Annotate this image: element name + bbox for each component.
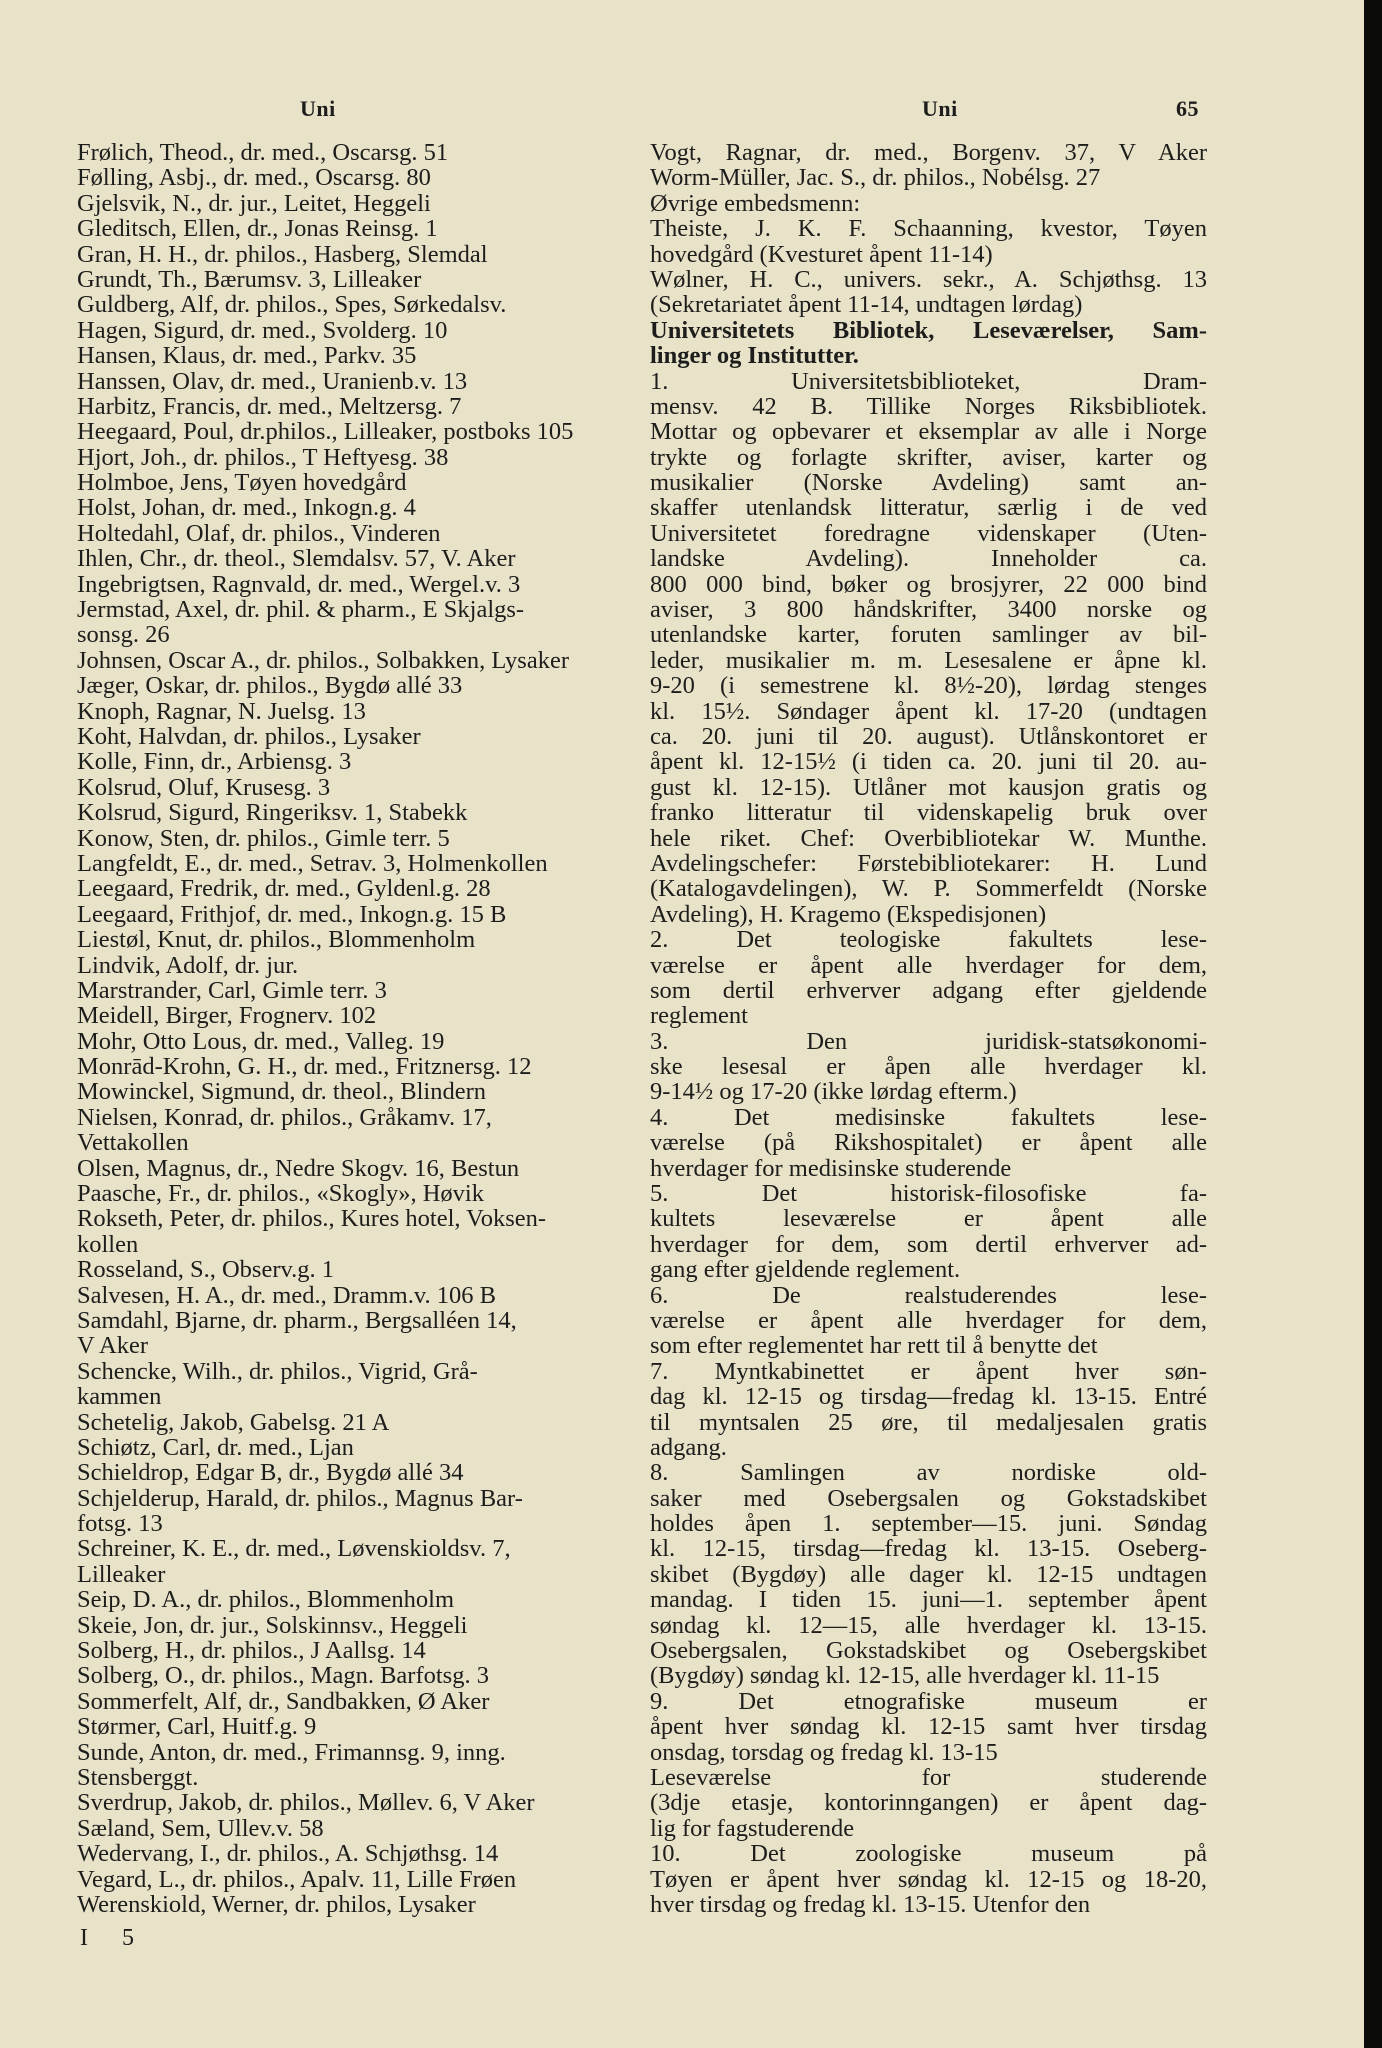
directory-entry-line: Leegaard, Fredrik, dr. med., Gyldenl.g. 28 (77, 875, 491, 903)
directory-entry-line: Grundt, Th., Bærumsv. 3, Lilleaker (77, 265, 422, 293)
right-running-head: Uni (922, 96, 958, 121)
institution-text-line: leder, musikalier m. m. Lesesalene er åpne kl. (650, 646, 1207, 674)
institution-text-line: linger og Institutter. (650, 342, 859, 370)
institution-text-line: onsdag, torsdag og fredag kl. 13-15 (650, 1738, 998, 1766)
directory-entry-line: Ingebrigtsen, Ragnvald, dr. med., Wergel.v. 3 (77, 570, 521, 598)
institution-text-line: Osebergsalen, Gokstadskibet og Osebergskibet (650, 1637, 1207, 1665)
institution-text-line: holdes åpen 1. september—15. juni. Søndag (650, 1510, 1207, 1538)
directory-entry-line: kammen (77, 1383, 162, 1411)
institution-text-line: 9. Det etnografiske museum er (650, 1687, 1207, 1715)
directory-entry-line: Rokseth, Peter, dr. philos., Kures hotel, Voksen- (77, 1205, 547, 1233)
institution-text-line: værelse (på Rikshospitalet) er åpent alle (650, 1129, 1207, 1157)
directory-entry-line: Schieldrop, Edgar B, dr., Bygdø allé 34 (77, 1459, 464, 1487)
directory-entry-line: Leegaard, Frithjof, dr. med., Inkogn.g. 15 B (77, 900, 507, 928)
directory-entry-line: Følling, Asbj., dr. med., Oscarsg. 80 (77, 164, 431, 192)
institution-text-line: 9-14½ og 17-20 (ikke lørdag efterm.) (650, 1078, 1017, 1106)
directory-entry-line: Heegaard, Poul, dr.philos., Lilleaker, postboks 105 (77, 418, 574, 446)
directory-entry-line: V Aker (77, 1332, 148, 1360)
institution-text-line: Universitetet foredragne videnskaper (Uten- (650, 519, 1207, 547)
institution-text-line: hverdager for dem, som dertil erhverver ad- (650, 1230, 1207, 1258)
right-column-text (650, 140, 1207, 1917)
institution-text-line: Worm-Müller, Jac. S., dr. philos., Nobélsg. 27 (650, 164, 1101, 192)
directory-entry-line: Knoph, Ragnar, N. Juelsg. 13 (77, 697, 366, 725)
institution-text-line: trykte og forlagte skrifter, aviser, karter og (650, 443, 1207, 471)
directory-entry-line: Marstrander, Carl, Gimle terr. 3 (77, 976, 387, 1004)
page-number: 65 (1176, 96, 1199, 121)
directory-entry-line: Sunde, Anton, dr. med., Frimannsg. 9, inng. (77, 1738, 506, 1766)
institution-text-line: åpent kl. 12-15½ (i tiden ca. 20. juni til 20. au- (650, 748, 1207, 776)
institution-text-line: 2. Det teologiske fakultets lese- (650, 926, 1207, 954)
directory-entry-line: Holmboe, Jens, Tøyen hovedgård (77, 469, 407, 497)
institution-text-line: 800 000 bind, bøker og brosjyrer, 22 000 bind (650, 570, 1207, 598)
institution-text-line: Tøyen er åpent hver søndag kl. 12-15 og 18-20, (650, 1865, 1207, 1893)
institution-text-line: Mottar og opbevarer et eksemplar av alle i Norge (650, 418, 1207, 446)
directory-entry-line: sonsg. 26 (77, 621, 170, 649)
directory-entry-line: Kolsrud, Sigurd, Ringeriksv. 1, Stabekk (77, 799, 468, 827)
directory-entry-line: Liestøl, Knut, dr. philos., Blommenholm (77, 926, 476, 954)
directory-entry-line: Rosseland, S., Observ.g. 1 (77, 1256, 335, 1284)
directory-entry-line: Sommerfelt, Alf, dr., Sandbakken, Ø Aker (77, 1687, 490, 1715)
institution-text-line: søndag kl. 12—15, alle hverdager kl. 13-15. (650, 1611, 1207, 1639)
institution-text-line: Vogt, Ragnar, dr. med., Borgenv. 37, V Aker (650, 139, 1207, 166)
institution-text-line: Universitetets Bibliotek, Leseværelser, Sam- (650, 316, 1207, 344)
directory-entry-line: Schiøtz, Carl, dr. med., Ljan (77, 1433, 354, 1461)
institution-text-line: Wølner, H. C., univers. sekr., A. Schjøthsg. 13 (650, 265, 1207, 293)
institution-text-line: (Katalogavdelingen), W. P. Sommerfeldt (Norske (650, 875, 1207, 903)
institution-text-line: 9-20 (i semestrene kl. 8½-20), lørdag stenges (650, 672, 1207, 700)
institution-text-line: Leseværelse for studerende (650, 1764, 1207, 1791)
directory-entry-line: Solberg, H., dr. philos., J Aallsg. 14 (77, 1637, 426, 1665)
institution-text-line: aviser, 3 800 håndskrifter, 3400 norske og (650, 596, 1207, 624)
directory-entry-line: Mohr, Otto Lous, dr. med., Valleg. 19 (77, 1027, 445, 1055)
institution-text-line: 8. Samlingen av nordiske old- (650, 1459, 1207, 1487)
institution-text-line: hele riket. Chef: Overbibliotekar W. Munthe. (650, 824, 1207, 852)
directory-entry-line: Olsen, Magnus, dr., Nedre Skogv. 16, Bestun (77, 1154, 520, 1182)
institution-text-line: (Bygdøy) søndag kl. 12-15, alle hverdager kl. 11-15 (650, 1662, 1160, 1690)
directory-entry-line: Hanssen, Olav, dr. med., Uranienb.v. 13 (77, 367, 468, 395)
institution-text-line: mandag. I tiden 15. juni—1. september åpent (650, 1586, 1207, 1614)
institution-text-line: Avdeling), H. Kragemo (Ekspedisjonen) (650, 900, 1047, 928)
left-column-entries (77, 140, 637, 1917)
directory-entry-line: Jermstad, Axel, dr. phil. & pharm., E Skjalgs- (77, 596, 525, 624)
directory-entry-line: Seip, D. A., dr. philos., Blommenholm (77, 1586, 455, 1614)
directory-entry-line: Monrād-Krohn, G. H., dr. med., Fritznersg. 12 (77, 1053, 532, 1081)
directory-entry-line: Lilleaker (77, 1560, 166, 1588)
directory-entry-line: Vegard, L., dr. philos., Apalv. 11, Lille Frøen (77, 1865, 517, 1893)
institution-text-line: adgang. (650, 1433, 727, 1461)
directory-entry-line: Hjort, Joh., dr. philos., T Heftyesg. 38 (77, 443, 449, 471)
directory-entry-line: Stensberggt. (77, 1764, 199, 1791)
institution-text-line: lig for fagstuderende (650, 1814, 855, 1842)
institution-text-line: værelse er åpent alle hverdager for dem, (650, 951, 1207, 979)
institution-text-line: franko litteratur til videnskapelig bruk over (650, 799, 1207, 827)
directory-entry-line: Vettakollen (77, 1129, 189, 1157)
directory-entry-line: Gleditsch, Ellen, dr., Jonas Reinsg. 1 (77, 215, 438, 243)
institution-text-line: landske Avdeling). Inneholder ca. (650, 545, 1207, 573)
institution-text-line: kl. 12-15, tirsdag—fredag kl. 13-15. Oseberg- (650, 1535, 1207, 1563)
institution-text-line: som dertil erhverver adgang efter gjeldende (650, 976, 1207, 1004)
directory-entry-line: Kolsrud, Oluf, Krusesg. 3 (77, 773, 331, 801)
institution-text-line: åpent hver søndag kl. 12-15 samt hver tirsdag (650, 1713, 1207, 1741)
directory-entry-line: Frølich, Theod., dr. med., Oscarsg. 51 (77, 139, 449, 166)
institution-text-line: 10. Det zoologiske museum på (650, 1840, 1207, 1868)
institution-text-line: gust kl. 12-15). Utlåner mot kausjon gratis og (650, 773, 1207, 801)
institution-text-line: skibet (Bygdøy) alle dager kl. 12-15 undtagen (650, 1560, 1207, 1588)
institution-text-line: 4. Det medisinske fakultets lese- (650, 1103, 1207, 1131)
directory-entry-line: Schetelig, Jakob, Gabelsg. 21 A (77, 1408, 390, 1436)
directory-entry-line: Langfeldt, E., dr. med., Setrav. 3, Holmenkollen (77, 849, 548, 877)
institution-text-line: til myntsalen 25 øre, til medaljesalen gratis (650, 1408, 1207, 1436)
institution-text-line: kultets leseværelse er åpent alle (650, 1205, 1207, 1233)
directory-entry-line: Schencke, Wilh., dr. philos., Vigrid, Grå- (77, 1357, 478, 1385)
institution-text-line: ca. 20. juni til 20. august). Utlånskontoret er (650, 722, 1207, 750)
directory-entry-line: Mowinckel, Sigmund, dr. theol., Blindern (77, 1078, 486, 1106)
directory-entry-line: Jæger, Oskar, dr. philos., Bygdø allé 33 (77, 672, 463, 700)
directory-entry-line: Gjelsvik, N., dr. jur., Leitet, Heggeli (77, 189, 431, 217)
directory-entry-line: Sverdrup, Jakob, dr. philos., Møllev. 6, V Aker (77, 1789, 535, 1817)
institution-text-line: dag kl. 12-15 og tirsdag—fredag kl. 13-15. Entré (650, 1383, 1207, 1411)
institution-text-line: Theiste, J. K. F. Schaanning, kvestor, Tøyen (650, 215, 1207, 243)
directory-entry-line: Meidell, Birger, Frognerv. 102 (77, 1002, 377, 1030)
directory-entry-line: Holst, Johan, dr. med., Inkogn.g. 4 (77, 494, 416, 522)
directory-entry-line: Hansen, Klaus, dr. med., Parkv. 35 (77, 342, 417, 370)
directory-entry-line: Solberg, O., dr. philos., Magn. Barfotsg. 3 (77, 1662, 489, 1690)
left-running-head: Uni (300, 96, 336, 121)
institution-text-line: (3dje etasje, kontorinngangen) er åpent dag- (650, 1789, 1207, 1817)
directory-entry-line: Holtedahl, Olaf, dr. philos., Vinderen (77, 519, 441, 547)
directory-entry-line: Koht, Halvdan, dr. philos., Lysaker (77, 722, 421, 750)
signature-mark: I 5 (80, 1925, 148, 1951)
institution-text-line: musikalier (Norske Avdeling) samt an- (650, 469, 1207, 497)
institution-text-line: kl. 15½. Søndager åpent kl. 17-20 (undtagen (650, 697, 1207, 725)
institution-text-line: utenlandske karter, foruten samlinger av bil- (650, 621, 1207, 649)
directory-entry-line: Sæland, Sem, Ullev.v. 58 (77, 1814, 324, 1842)
institution-text-line: reglement (650, 1002, 748, 1030)
directory-entry-line: Johnsen, Oscar A., dr. philos., Solbakken, Lysaker (77, 646, 569, 674)
institution-text-line: 6. De realstuderendes lese- (650, 1281, 1207, 1309)
directory-entry-line: Wedervang, I., dr. philos., A. Schjøthsg. 14 (77, 1840, 499, 1868)
directory-entry-line: Nielsen, Konrad, dr. philos., Gråkamv. 17, (77, 1103, 492, 1131)
institution-text-line: hverdager for medisinske studerende (650, 1154, 1012, 1182)
directory-entry-line: Samdahl, Bjarne, dr. pharm., Bergsalléen 14, (77, 1306, 517, 1334)
institution-text-line: 7. Myntkabinettet er åpent hver søn- (650, 1357, 1207, 1385)
institution-text-line: gang efter gjeldende reglement. (650, 1256, 961, 1284)
directory-entry-line: Lindvik, Adolf, dr. jur. (77, 951, 299, 979)
institution-text-line: Øvrige embedsmenn: (650, 189, 861, 217)
directory-entry-line: fotsg. 13 (77, 1510, 163, 1538)
institution-text-line: (Sekretariatet åpent 11-14, undtagen lørdag) (650, 291, 1083, 319)
directory-entry-line: Guldberg, Alf, dr. philos., Spes, Sørkedalsv. (77, 291, 507, 319)
institution-text-line: 5. Det historisk-filosofiske fa- (650, 1180, 1207, 1208)
institution-text-line: 3. Den juridisk-statsøkonomi- (650, 1027, 1207, 1055)
directory-entry-line: Gran, H. H., dr. philos., Hasberg, Slemdal (77, 240, 488, 268)
directory-entry-line: Schjelderup, Harald, dr. philos., Magnus Bar- (77, 1484, 523, 1512)
institution-text-line: værelse er åpent alle hverdager for dem, (650, 1306, 1207, 1334)
directory-entry-line: Werenskiold, Werner, dr. philos, Lysaker (77, 1890, 476, 1918)
directory-entry-line: Salvesen, H. A., dr. med., Dramm.v. 106 B (77, 1281, 496, 1309)
institution-text-line: saker med Osebergsalen og Gokstadskibet (650, 1484, 1207, 1512)
institution-text-line: mensv. 42 B. Tillike Norges Riksbibliotek. (650, 392, 1207, 420)
institution-text-line: hver tirsdag og fredag kl. 13-15. Utenfor den (650, 1890, 1091, 1918)
directory-entry-line: Paasche, Fr., dr. philos., «Skogly», Høvik (77, 1180, 484, 1208)
institution-text-line: skaffer utenlandsk litteratur, særlig i de ved (650, 494, 1207, 522)
directory-entry-line: Kolle, Finn, dr., Arbiensg. 3 (77, 748, 352, 776)
institution-text-line: ske lesesal er åpen alle hverdager kl. (650, 1053, 1207, 1081)
institution-text-line: Avdelingschefer: Førstebibliotekarer: H. Lund (650, 849, 1207, 877)
directory-entry-line: Konow, Sten, dr. philos., Gimle terr. 5 (77, 824, 450, 852)
institution-text-line: som efter reglementet har rett til å benytte det (650, 1332, 1098, 1360)
directory-entry-line: Ihlen, Chr., dr. theol., Slemdalsv. 57, V. Aker (77, 545, 516, 573)
directory-entry-line: Schreiner, K. E., dr. med., Løvenskioldsv. 7, (77, 1535, 511, 1563)
institution-text-line: hovedgård (Kvesturet åpent 11-14) (650, 240, 993, 268)
directory-entry-line: kollen (77, 1230, 139, 1258)
directory-entry-line: Hagen, Sigurd, dr. med., Svolderg. 10 (77, 316, 448, 344)
directory-entry-line: Harbitz, Francis, dr. med., Meltzersg. 7 (77, 392, 462, 420)
directory-entry-line: Skeie, Jon, dr. jur., Solskinnsv., Heggeli (77, 1611, 468, 1639)
institution-text-line: 1. Universitetsbiblioteket, Dram- (650, 367, 1207, 395)
directory-entry-line: Størmer, Carl, Huitf.g. 9 (77, 1713, 317, 1741)
